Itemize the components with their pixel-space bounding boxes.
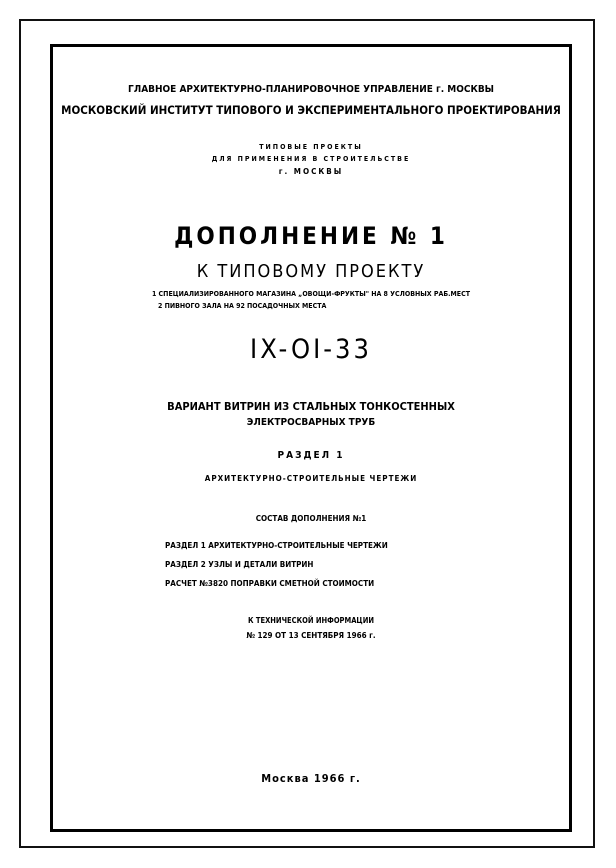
info-line-1: К ТЕХНИЧЕСКОЙ ИНФОРМАЦИИ: [248, 616, 374, 625]
contents-item-3: РАСЧЕТ №3820 ПОПРАВКИ СМЕТНОЙ СТОИМОСТИ: [165, 579, 375, 588]
agency-name: ГЛАВНОЕ АРХИТЕКТУРНО-ПЛАНИРОВОЧНОЕ УПРАВЛЕНИЕ г. МОСКВЫ: [127, 84, 494, 95]
series-line-1: ТИПОВЫЕ ПРОЕКТЫ: [259, 143, 363, 151]
variant-line-2: ЭЛЕКТРОСВАРНЫХ ТРУБ: [246, 417, 376, 428]
series-line-3: г. МОСКВЫ: [278, 167, 344, 176]
project-item-1: 1 СПЕЦИАЛИЗИРОВАННОГО МАГАЗИНА „ОВОЩИ-ФРУКТЫ" НА 8 УСЛОВНЫХ РАБ.МЕСТ: [151, 290, 470, 298]
project-item-2: 2 ПИВНОГО ЗАЛА НА 92 ПОСАДОЧНЫХ МЕСТА: [158, 302, 327, 310]
document-title: ДОПОЛНЕНИЕ № 1: [174, 222, 448, 250]
place-and-year: Москва 1966 г.: [261, 772, 361, 785]
contents-item-2: РАЗДЕЛ 2 УЗЛЫ И ДЕТАЛИ ВИТРИН: [165, 560, 314, 569]
series-line-2: ДЛЯ ПРИМЕНЕНИЯ В СТРОИТЕЛЬСТВЕ: [211, 155, 411, 163]
variant-line-1: ВАРИАНТ ВИТРИН ИЗ СТАЛЬНЫХ ТОНКОСТЕННЫХ: [167, 400, 455, 413]
contents-heading: СОСТАВ ДОПОЛНЕНИЯ №1: [255, 514, 367, 523]
title-sheet-frame: [50, 44, 572, 832]
document-subtitle: К ТИПОВОМУ ПРОЕКТУ: [196, 261, 426, 282]
info-line-2: № 129 ОТ 13 СЕНТЯБРЯ 1966 г.: [246, 631, 376, 640]
contents-item-1: РАЗДЕЛ 1 АРХИТЕКТУРНО-СТРОИТЕЛЬНЫЕ ЧЕРТЕЖИ: [165, 541, 388, 550]
institute-name: МОСКОВСКИЙ ИНСТИТУТ ТИПОВОГО И ЭКСПЕРИМЕНТАЛЬНОГО ПРОЕКТИРОВАНИЯ: [61, 103, 561, 117]
section-name: АРХИТЕКТУРНО-СТРОИТЕЛЬНЫЕ ЧЕРТЕЖИ: [204, 474, 418, 483]
section-label: РАЗДЕЛ 1: [277, 450, 345, 461]
project-code: IX-OI-33: [250, 334, 372, 365]
